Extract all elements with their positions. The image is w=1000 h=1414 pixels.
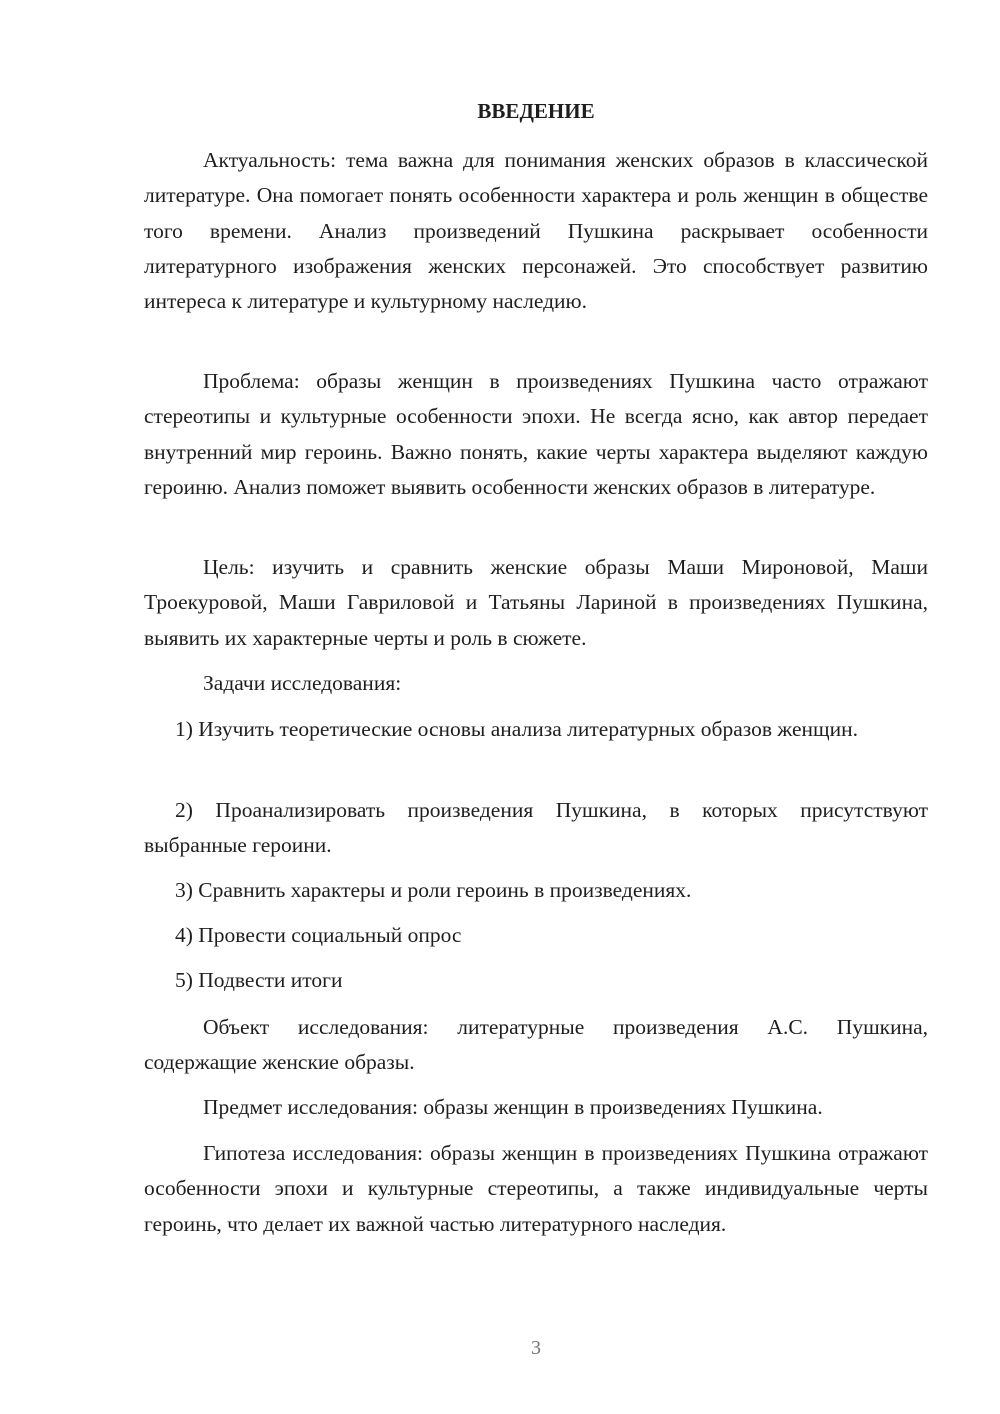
subject-paragraph: Предмет исследования: образы женщин в произведениях Пушкина. <box>203 1095 823 1119</box>
object-paragraph: Объект исследования: литературные произведения А.С. Пушкина, содержащие женские образы. <box>144 1015 928 1075</box>
task-item-5: 5) Подвести итоги <box>175 968 343 992</box>
task-item-2: 2) Проанализировать произведения Пушкина, в которых присутствуют выбранные героини. <box>144 798 928 858</box>
goal-paragraph: Цель: изучить и сравнить женские образы Маши Мироновой, Маши Троекуровой, Маши Гавриловой и Татьяны Лариной в произведениях Пушкина, выявить их характерные черты и роль в сюжете. <box>144 555 928 650</box>
task-item-4: 4) Провести социальный опрос <box>175 923 462 947</box>
relevance-paragraph: Актуальность: тема важна для понимания женских образов в классической литературе. Она помогает понять особенности характера и роль женщин в обществе того времени. Анализ произведений Пушкина раскрывает особенности литературного изображения женских персонажей. Это способствует развитию интереса к литературе и культурному наследию. <box>144 148 928 314</box>
hypothesis-paragraph: Гипотеза исследования: образы женщин в произведениях Пушкина отражают особенности эпохи и культурные стереотипы, а также индивидуальные черты героинь, что делает их важной частью литературного наследия. <box>144 1141 928 1236</box>
tasks-heading: Задачи исследования: <box>203 671 402 695</box>
page-title: ВВЕДЕНИЕ <box>477 99 595 123</box>
problem-paragraph: Проблема: образы женщин в произведениях Пушкина часто отражают стереотипы и культурные особенности эпохи. Не всегда ясно, как автор передает внутренний мир героинь. Важно понять, какие черты характера выделяют каждую героиню. Анализ поможет выявить особенности женских образов в литературе. <box>144 369 928 499</box>
task-item-3: 3) Сравнить характеры и роли героинь в произведениях. <box>175 878 692 902</box>
page-number: 3 <box>531 1337 541 1359</box>
task-item-1: 1) Изучить теоретические основы анализа литературных образов женщин. <box>175 717 858 741</box>
